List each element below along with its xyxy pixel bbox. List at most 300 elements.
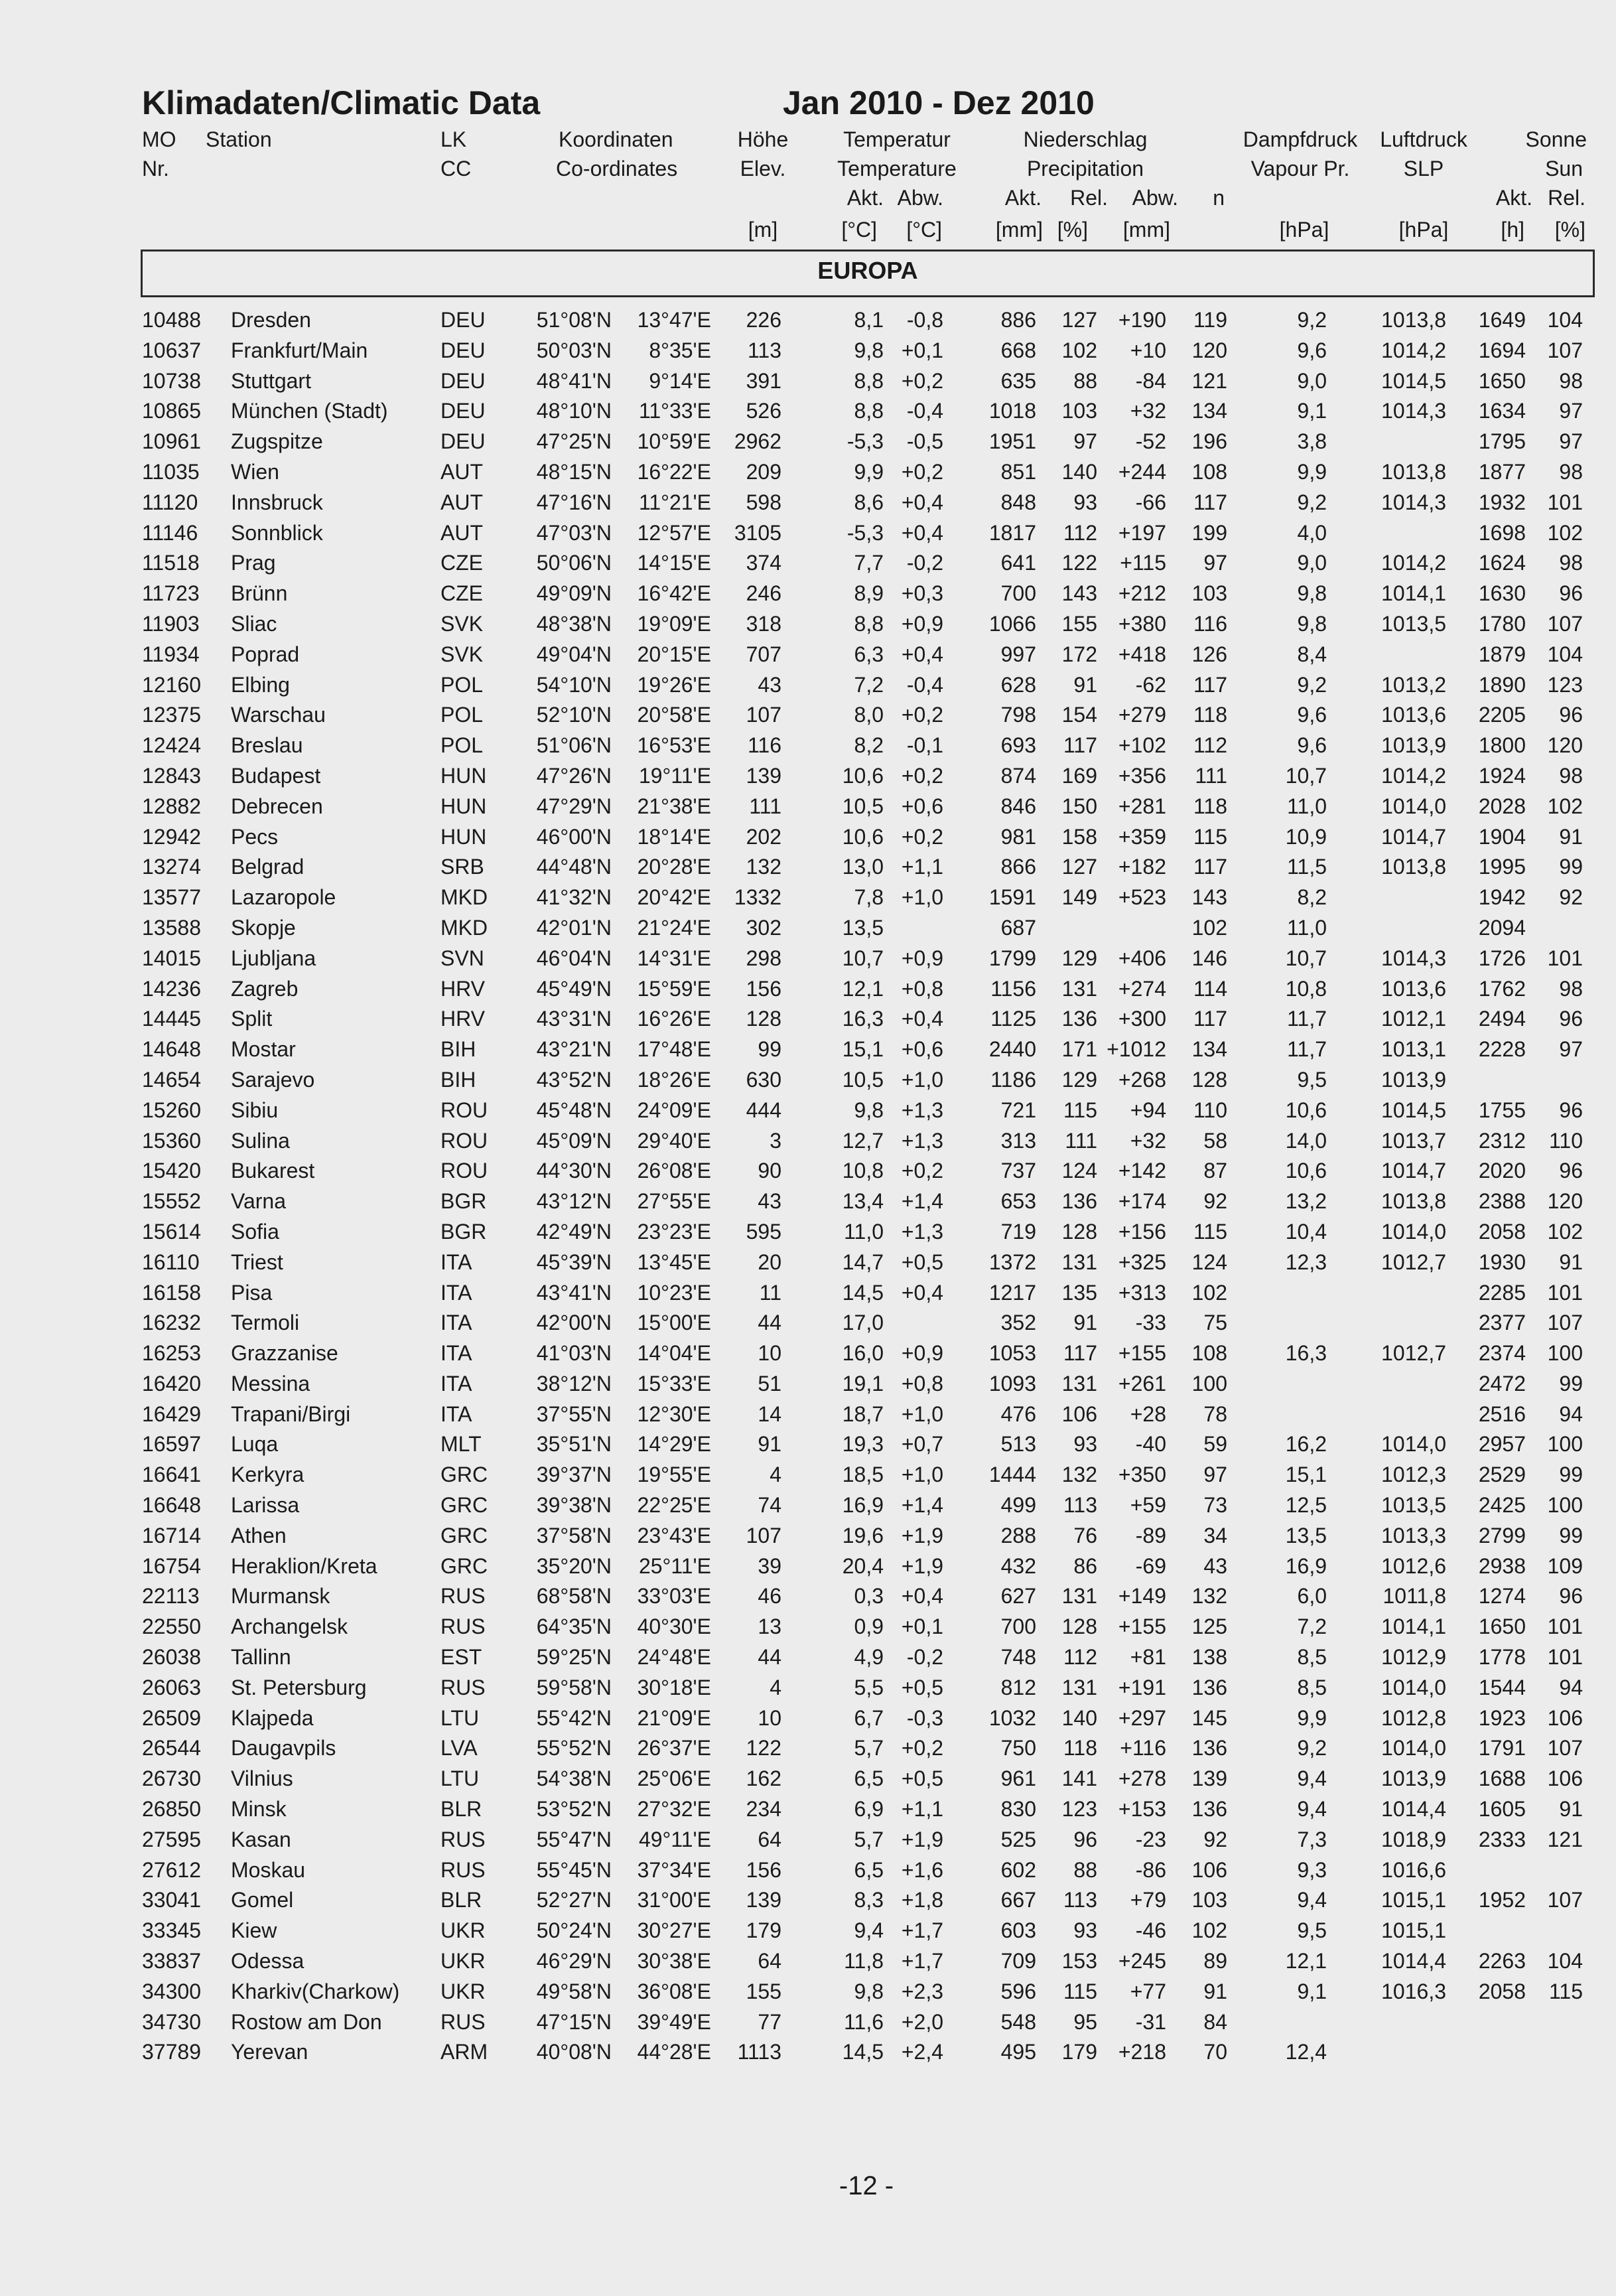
prec-days: 97: [1203, 551, 1227, 575]
sun-hours: 2957: [1478, 1432, 1526, 1457]
sun-rel: 92: [1559, 885, 1583, 910]
country-code: POL: [440, 733, 484, 758]
prec-akt: 667: [1000, 1888, 1036, 1912]
sun-rel: 94: [1559, 1675, 1583, 1699]
latitude: 50°06'N: [536, 551, 612, 575]
prec-days: 34: [1203, 1523, 1227, 1547]
elevation: 1113: [737, 2040, 781, 2064]
prec-akt: 1444: [988, 1463, 1036, 1487]
elevation: 107: [746, 1523, 781, 1547]
longitude: 19°55'E: [637, 1463, 711, 1487]
station-name: Zugspitze: [231, 429, 323, 454]
sea-level-pressure: 1014,3: [1381, 399, 1446, 423]
prec-abw: -33: [1135, 1311, 1166, 1335]
sea-level-pressure: 1015,1: [1381, 1918, 1446, 1943]
prec-akt: 635: [1000, 368, 1036, 393]
table-row: [0, 700, 1616, 731]
latitude: 41°32'N: [536, 885, 612, 910]
prec-days: 145: [1191, 1705, 1227, 1730]
vapour-pressure: 10,7: [1285, 763, 1327, 788]
prec-akt: 352: [1000, 1311, 1036, 1335]
sun-rel: 96: [1559, 581, 1583, 606]
latitude: 55°52'N: [536, 1736, 612, 1760]
longitude: 30°18'E: [637, 1675, 711, 1699]
temp-abw: +1,0: [901, 1401, 943, 1426]
prec-akt: 709: [1000, 1949, 1036, 1973]
latitude: 47°29'N: [536, 794, 612, 818]
prec-rel: 112: [1063, 1645, 1097, 1670]
station-number: 16597: [142, 1432, 201, 1457]
sun-hours: 2263: [1478, 1949, 1526, 1973]
latitude: 47°25'N: [536, 429, 612, 454]
table-row: [0, 1581, 1616, 1612]
temp-abw: +1,3: [901, 1098, 943, 1122]
sun-hours: 2377: [1478, 1311, 1526, 1335]
temp-abw: +0,2: [901, 763, 943, 788]
prec-akt: 1018: [988, 399, 1036, 423]
elevation: 139: [746, 763, 781, 788]
prec-abw: +197: [1118, 520, 1166, 545]
sun-rel: 107: [1547, 1311, 1583, 1335]
prec-days: 132: [1191, 1584, 1227, 1609]
sea-level-pressure: 1012,9: [1381, 1645, 1446, 1670]
sun-hours: 2799: [1478, 1523, 1526, 1547]
sun-hours: 2425: [1478, 1493, 1526, 1518]
header-mo-nr: Nr.: [142, 157, 169, 180]
header-prec-rel: Rel.: [1070, 186, 1108, 210]
table-row: [0, 488, 1616, 518]
longitude: 37°34'E: [637, 1857, 711, 1882]
vapour-pressure: 9,0: [1297, 368, 1327, 393]
sea-level-pressure: 1013,5: [1381, 611, 1446, 636]
prec-rel: 140: [1061, 1705, 1097, 1730]
sea-level-pressure: 1015,1: [1381, 1888, 1446, 1912]
sun-hours: 1778: [1478, 1645, 1526, 1670]
temp-akt: 6,3: [854, 642, 884, 666]
longitude: 10°23'E: [637, 1280, 711, 1305]
prec-abw: +418: [1118, 642, 1166, 666]
sea-level-pressure: 1013,2: [1381, 672, 1446, 697]
station-name: Split: [231, 1007, 273, 1031]
table-row: [0, 457, 1616, 488]
elevation: 43: [758, 1189, 781, 1214]
station-number: 15614: [142, 1219, 201, 1244]
country-code: BLR: [440, 1888, 482, 1912]
sun-rel: 97: [1559, 429, 1583, 454]
prec-akt: 1186: [990, 1067, 1036, 1092]
prec-abw: +218: [1118, 2040, 1166, 2064]
sun-hours: 2472: [1478, 1371, 1526, 1396]
longitude: 44°28'E: [637, 2040, 711, 2064]
station-name: St. Petersburg: [231, 1675, 367, 1699]
station-number: 33041: [142, 1888, 201, 1912]
sun-rel: 106: [1547, 1766, 1583, 1791]
elevation: 107: [746, 703, 781, 727]
header-temp-akt: Akt.: [846, 186, 884, 210]
temp-abw: +0,4: [901, 490, 943, 514]
longitude: 22°25'E: [637, 1493, 711, 1518]
station-name: Luqa: [231, 1432, 279, 1457]
table-row: [0, 1004, 1616, 1035]
prec-rel: 76: [1073, 1523, 1097, 1547]
temp-abw: -0,3: [906, 1705, 943, 1730]
station-number: 12882: [142, 794, 201, 818]
country-code: UKR: [440, 1979, 486, 2003]
prec-rel: 127: [1061, 855, 1097, 879]
elevation: 318: [746, 611, 781, 636]
temp-abw: +0,8: [901, 976, 943, 1001]
prec-akt: 798: [1000, 703, 1036, 727]
station-name: Belgrad: [231, 855, 304, 879]
elevation: 179: [746, 1918, 781, 1943]
station-name: Wien: [231, 459, 279, 484]
country-code: ITA: [440, 1371, 472, 1396]
station-name: Rostow am Don: [231, 2009, 382, 2034]
elevation: 51: [758, 1371, 781, 1396]
table-row: [0, 427, 1616, 457]
prec-days: 117: [1193, 490, 1227, 514]
prec-rel: 129: [1061, 1067, 1097, 1092]
temp-akt: 13,4: [842, 1189, 884, 1214]
prec-akt: 687: [1000, 915, 1036, 940]
elevation: 209: [746, 459, 781, 484]
temp-abw: +0,9: [901, 946, 943, 970]
elevation: 10: [758, 1705, 781, 1730]
vapour-pressure: 10,7: [1285, 946, 1327, 970]
latitude: 54°38'N: [536, 1766, 612, 1791]
station-number: 11146: [142, 520, 198, 545]
prec-akt: 1032: [988, 1705, 1036, 1730]
sun-rel: 98: [1559, 459, 1583, 484]
prec-abw: +142: [1118, 1159, 1166, 1183]
prec-days: 59: [1203, 1432, 1227, 1457]
longitude: 25°11'E: [638, 1553, 711, 1578]
sea-level-pressure: 1016,6: [1381, 1857, 1446, 1882]
header-prec-akt: Akt.: [1004, 186, 1042, 210]
prec-abw: +300: [1118, 1007, 1166, 1031]
sun-hours: 1877: [1478, 459, 1526, 484]
country-code: HRV: [440, 976, 485, 1001]
sun-rel: 109: [1547, 1553, 1583, 1578]
prec-days: 89: [1203, 1949, 1227, 1973]
sea-level-pressure: 1014,5: [1381, 368, 1446, 393]
longitude: 36°08'E: [637, 1979, 711, 2003]
latitude: 40°08'N: [536, 2040, 612, 2064]
station-number: 12424: [142, 733, 201, 758]
table-row: [0, 974, 1616, 1005]
temp-abw: +1,0: [901, 1067, 943, 1092]
vapour-pressure: 12,5: [1285, 1493, 1327, 1518]
prec-abw: +278: [1118, 1766, 1166, 1791]
station-name: Sofia: [231, 1219, 279, 1244]
longitude: 9°14'E: [649, 368, 711, 393]
sun-hours: 2094: [1478, 915, 1526, 940]
vapour-pressure: 9,4: [1297, 1888, 1327, 1912]
prec-abw: +156: [1118, 1219, 1166, 1244]
sun-hours: 1952: [1478, 1888, 1526, 1912]
temp-akt: 19,6: [842, 1523, 884, 1547]
prec-days: 108: [1191, 459, 1227, 484]
prec-rel: 97: [1073, 429, 1097, 454]
temp-akt: 19,1: [842, 1371, 884, 1396]
vapour-pressure: 16,9: [1285, 1553, 1327, 1578]
vapour-pressure: 16,3: [1285, 1341, 1327, 1366]
temp-akt: 16,3: [842, 1007, 884, 1031]
temp-abw: +0,4: [901, 520, 943, 545]
prec-abw: +182: [1118, 855, 1166, 879]
vapour-pressure: 9,8: [1297, 611, 1327, 636]
prec-abw: +155: [1118, 1341, 1166, 1366]
station-number: 26063: [142, 1675, 201, 1699]
prec-abw: +10: [1130, 338, 1166, 362]
latitude: 55°42'N: [536, 1705, 612, 1730]
longitude: 26°08'E: [637, 1159, 711, 1183]
latitude: 49°09'N: [536, 581, 612, 606]
temp-akt: -5,3: [846, 520, 884, 545]
station-number: 12942: [142, 824, 201, 849]
prec-rel: 123: [1061, 1797, 1097, 1822]
prec-rel: 131: [1061, 1584, 1097, 1609]
sun-rel: 115: [1548, 1979, 1583, 2003]
prec-days: 117: [1193, 672, 1227, 697]
elevation: 77: [758, 2009, 781, 2034]
temp-akt: 10,8: [842, 1159, 884, 1183]
elevation: 598: [746, 490, 781, 514]
prec-abw: +102: [1118, 733, 1166, 758]
sun-rel: 91: [1559, 1250, 1583, 1274]
country-code: HUN: [440, 794, 487, 818]
sun-rel: 98: [1559, 551, 1583, 575]
elevation: 90: [758, 1159, 781, 1183]
prec-abw: +174: [1118, 1189, 1166, 1214]
temp-akt: 11,0: [844, 1219, 884, 1244]
station-name: Archangelsk: [231, 1614, 348, 1639]
prec-abw: +244: [1118, 459, 1166, 484]
table-row: [0, 1673, 1616, 1703]
prec-akt: 886: [1000, 308, 1036, 332]
station-name: Messina: [231, 1371, 310, 1396]
prec-days: 58: [1203, 1128, 1227, 1153]
table-row: [0, 1521, 1616, 1551]
prec-days: 136: [1191, 1675, 1227, 1699]
station-number: 15420: [142, 1159, 201, 1183]
vapour-pressure: 9,1: [1297, 399, 1327, 423]
prec-rel: 122: [1061, 551, 1097, 575]
temp-akt: 8,1: [854, 308, 884, 332]
temp-akt: 8,0: [854, 703, 884, 727]
elevation: 302: [746, 915, 781, 940]
longitude: 27°32'E: [637, 1797, 711, 1822]
table-row: [0, 1733, 1616, 1764]
prec-days: 199: [1191, 520, 1227, 545]
country-code: RUS: [440, 1584, 486, 1609]
temp-abw: +1,9: [901, 1827, 943, 1851]
elevation: 4: [770, 1675, 781, 1699]
station-number: 15360: [142, 1128, 201, 1153]
prec-days: 97: [1203, 1463, 1227, 1487]
elevation: 707: [746, 642, 781, 666]
temp-abw: -0,1: [906, 733, 943, 758]
sun-hours: 1800: [1478, 733, 1526, 758]
sea-level-pressure: 1018,9: [1381, 1827, 1446, 1851]
table-row: [0, 1551, 1616, 1582]
temp-akt: 10,6: [842, 763, 884, 788]
prec-abw: -62: [1135, 672, 1166, 697]
table-row: [0, 1612, 1616, 1642]
table-row: [0, 1825, 1616, 1855]
station-name: Termoli: [231, 1311, 300, 1335]
prec-abw: +81: [1130, 1645, 1166, 1670]
sun-rel: 106: [1547, 1705, 1583, 1730]
table-row: [0, 336, 1616, 366]
temp-akt: 11,8: [844, 1949, 884, 1973]
prec-days: 119: [1193, 308, 1227, 332]
station-name: Varna: [231, 1189, 287, 1214]
prec-days: 92: [1203, 1189, 1227, 1214]
country-code: ROU: [440, 1098, 488, 1122]
vapour-pressure: 8,5: [1297, 1645, 1327, 1670]
station-name: Budapest: [231, 763, 321, 788]
prec-akt: 1053: [988, 1341, 1036, 1366]
station-number: 16232: [142, 1311, 201, 1335]
station-number: 10865: [142, 399, 201, 423]
temp-abw: +0,7: [901, 1432, 943, 1457]
prec-abw: +116: [1120, 1736, 1166, 1760]
temp-abw: +1,3: [901, 1219, 943, 1244]
country-code: UKR: [440, 1949, 486, 1973]
longitude: 13°45'E: [637, 1250, 711, 1274]
station-name: Poprad: [231, 642, 300, 666]
station-number: 12160: [142, 672, 201, 697]
temp-abw: +1,9: [901, 1553, 943, 1578]
latitude: 46°04'N: [536, 946, 612, 970]
station-name: Elbing: [231, 672, 290, 697]
elevation: 44: [758, 1645, 781, 1670]
station-name: Grazzanise: [231, 1341, 338, 1366]
sea-level-pressure: 1014,1: [1381, 1614, 1446, 1639]
table-row: [0, 396, 1616, 427]
prec-days: 102: [1191, 915, 1227, 940]
prec-abw: +350: [1118, 1463, 1166, 1487]
table-row: [0, 1126, 1616, 1157]
prec-akt: 961: [1000, 1766, 1036, 1791]
sea-level-pressure: 1014,2: [1381, 338, 1446, 362]
temp-akt: 10,5: [842, 794, 884, 818]
temp-akt: 9,9: [854, 459, 884, 484]
longitude: 19°09'E: [637, 611, 711, 636]
sun-hours: 1924: [1478, 763, 1526, 788]
country-code: AUT: [440, 459, 483, 484]
temp-abw: +0,2: [901, 1159, 943, 1183]
temp-abw: +1,6: [901, 1857, 943, 1882]
longitude: 19°26'E: [637, 672, 711, 697]
prec-abw: +274: [1118, 976, 1166, 1001]
prec-akt: 432: [1000, 1553, 1036, 1578]
temp-abw: +0,9: [901, 611, 943, 636]
prec-akt: 750: [1000, 1736, 1036, 1760]
temp-abw: +1,1: [901, 1797, 943, 1822]
sea-level-pressure: 1013,9: [1381, 733, 1446, 758]
elevation: 111: [749, 794, 781, 818]
longitude: 11°33'E: [638, 399, 711, 423]
station-number: 11518: [142, 551, 200, 575]
prec-rel: 128: [1061, 1614, 1097, 1639]
country-code: POL: [440, 672, 484, 697]
country-code: EST: [440, 1645, 482, 1670]
station-number: 16641: [142, 1463, 201, 1487]
temp-akt: 13,0: [842, 855, 884, 879]
temp-akt: 10,7: [842, 946, 884, 970]
prec-abw: +297: [1118, 1705, 1166, 1730]
sun-hours: 1942: [1478, 885, 1526, 910]
prec-days: 139: [1191, 1766, 1227, 1791]
elevation: 10: [758, 1341, 781, 1366]
sun-rel: 107: [1547, 1888, 1583, 1912]
longitude: 21°09'E: [637, 1705, 711, 1730]
temp-abw: +0,6: [901, 794, 943, 818]
prec-rel: 141: [1061, 1766, 1097, 1791]
station-name: Athen: [231, 1523, 287, 1547]
temp-akt: 18,7: [842, 1401, 884, 1426]
temp-abw: +0,2: [901, 368, 943, 393]
station-number: 34730: [142, 2009, 201, 2034]
station-name: Debrecen: [231, 794, 323, 818]
station-name: Vilnius: [231, 1766, 293, 1791]
sea-level-pressure: 1013,1: [1381, 1037, 1446, 1062]
prec-days: 110: [1193, 1098, 1227, 1122]
prec-days: 103: [1191, 581, 1227, 606]
sun-hours: 2205: [1478, 703, 1526, 727]
elevation: 246: [746, 581, 781, 606]
prec-days: 106: [1191, 1857, 1227, 1882]
sun-rel: 110: [1548, 1128, 1583, 1153]
country-code: ITA: [440, 1280, 472, 1305]
latitude: 47°16'N: [536, 490, 612, 514]
longitude: 16°26'E: [637, 1007, 711, 1031]
vapour-pressure: 9,6: [1297, 338, 1327, 362]
prec-rel: 103: [1061, 399, 1097, 423]
longitude: 33°03'E: [637, 1584, 711, 1609]
sun-hours: 1890: [1478, 672, 1526, 697]
sun-rel: 104: [1547, 642, 1583, 666]
prec-akt: 602: [1000, 1857, 1036, 1882]
table-row: [0, 1460, 1616, 1490]
prec-days: 116: [1193, 611, 1227, 636]
table-row: [0, 548, 1616, 579]
temp-akt: 14,5: [842, 2040, 884, 2064]
table-row: [0, 2007, 1616, 2038]
prec-rel: 149: [1061, 885, 1097, 910]
sun-rel: 91: [1559, 824, 1583, 849]
elevation: 156: [746, 976, 781, 1001]
temp-abw: +0,3: [901, 581, 943, 606]
elevation: 374: [746, 551, 781, 575]
table-row: [0, 1308, 1616, 1338]
latitude: 41°03'N: [536, 1341, 612, 1366]
vapour-pressure: 11,0: [1287, 915, 1327, 940]
temp-abw: +0,8: [901, 1371, 943, 1396]
sun-rel: 102: [1547, 794, 1583, 818]
sea-level-pressure: 1014,0: [1381, 794, 1446, 818]
longitude: 20°15'E: [637, 642, 711, 666]
prec-akt: 513: [1000, 1432, 1036, 1457]
temp-abw: +0,4: [901, 1007, 943, 1031]
temp-akt: 9,4: [854, 1918, 884, 1943]
latitude: 59°25'N: [536, 1645, 612, 1670]
prec-rel: 129: [1061, 946, 1097, 970]
prec-rel: 113: [1063, 1888, 1097, 1912]
prec-akt: 499: [1000, 1493, 1036, 1518]
